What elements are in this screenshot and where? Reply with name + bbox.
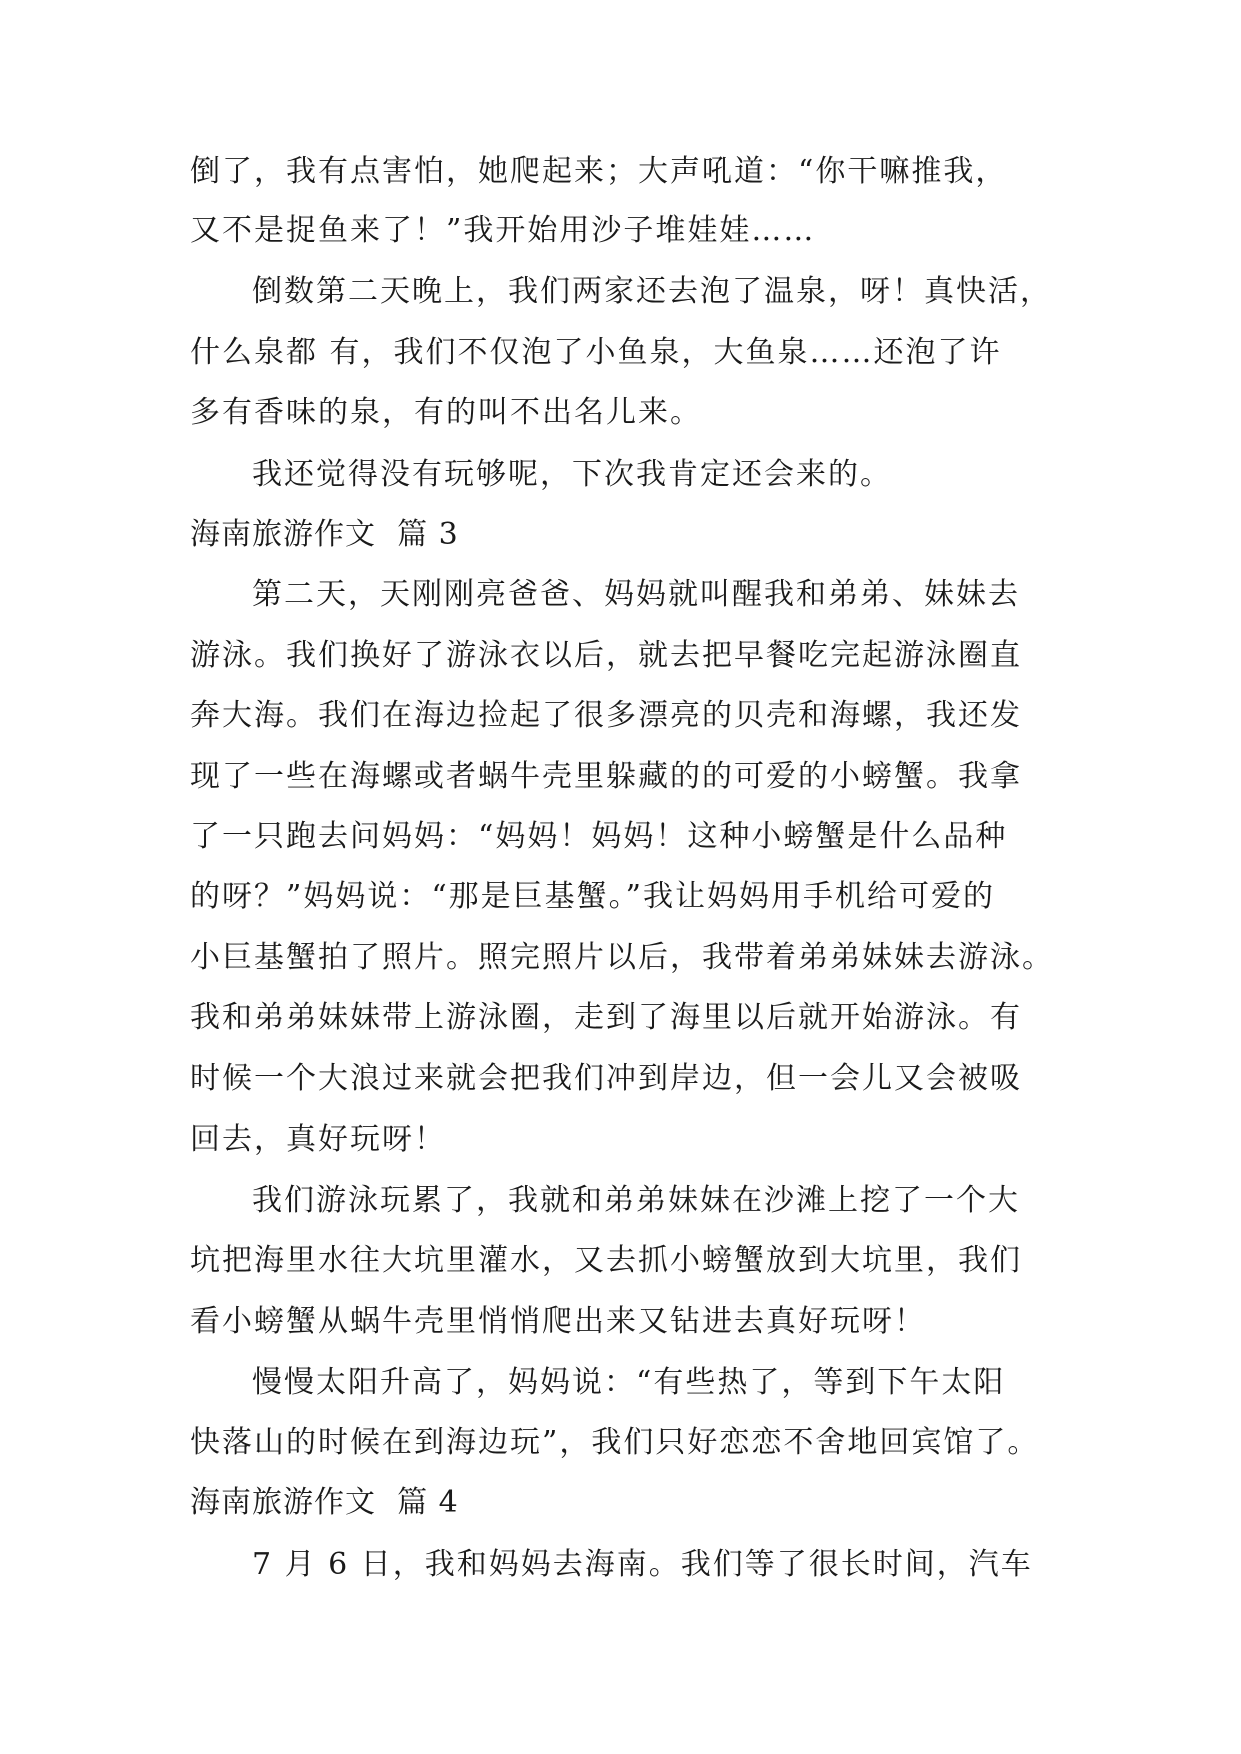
paragraph-start: 倒数第二天晚上，我们两家还去泡了温泉，呀！真快活， (252, 274, 1052, 309)
paragraph-start: 第二天，天刚刚亮爸爸、妈妈就叫醒我和弟弟、妹妹去 (252, 577, 1020, 612)
paragraph-start: 慢慢太阳升高了，妈妈说：“有些热了，等到下午太阳 (252, 1365, 1006, 1400)
text-line: 的呀？”妈妈说：“那是巨基蟹。”我让妈妈用手机给可爱的 (190, 879, 996, 914)
text-line: 了一只跑去问妈妈：“妈妈！妈妈！这种小螃蟹是什么品种 (190, 819, 1008, 854)
text-line: 游泳。我们换好了游泳衣以后，就去把早餐吃完起游泳圈直 (190, 638, 1022, 673)
text-line: 奔大海。我们在海边捡起了很多漂亮的贝壳和海螺，我还发 (190, 698, 1022, 733)
section-heading: 海南旅游作文 篇 4 (190, 1485, 459, 1520)
section-heading: 海南旅游作文 篇 3 (190, 517, 459, 552)
paragraph-start: 我还觉得没有玩够呢，下次我肯定还会来的。 (252, 457, 892, 492)
text-line: 小巨基蟹拍了照片。照完照片以后，我带着弟弟妹妹去游泳。 (190, 940, 1054, 975)
text-line: 坑把海里水往大坑里灌水，又去抓小螃蟹放到大坑里，我们 (190, 1243, 1022, 1278)
text-line: 快落山的时候在到海边玩”，我们只好恋恋不舍地回宾馆了。 (190, 1425, 1040, 1460)
paragraph-start: 我们游泳玩累了，我就和弟弟妹妹在沙滩上挖了一个大 (252, 1183, 1020, 1218)
text-line: 现了一些在海螺或者蜗牛壳里躲藏的的可爱的小螃蟹。我拿 (190, 759, 1022, 794)
text-line: 看小螃蟹从蜗牛壳里悄悄爬出来又钻进去真好玩呀！ (190, 1304, 926, 1339)
paragraph-start: 7 月 6 日，我和妈妈去海南。我们等了很长时间，汽车 (252, 1547, 1033, 1582)
text-line: 倒了，我有点害怕，她爬起来；大声吼道：“你干嘛推我， (190, 154, 1008, 189)
text-line: 什么泉都 有，我们不仅泡了小鱼泉，大鱼泉……还泡了许 (190, 335, 1002, 370)
text-line: 回去，真好玩呀！ (190, 1122, 446, 1157)
text-line: 时候一个大浪过来就会把我们冲到岸边，但一会儿又会被吸 (190, 1061, 1022, 1096)
text-line: 多有香味的泉，有的叫不出名儿来。 (190, 395, 702, 430)
text-line: 又不是捉鱼来了！”我开始用沙子堆娃娃…… (190, 213, 816, 248)
text-line: 我和弟弟妹妹带上游泳圈，走到了海里以后就开始游泳。有 (190, 1000, 1022, 1035)
